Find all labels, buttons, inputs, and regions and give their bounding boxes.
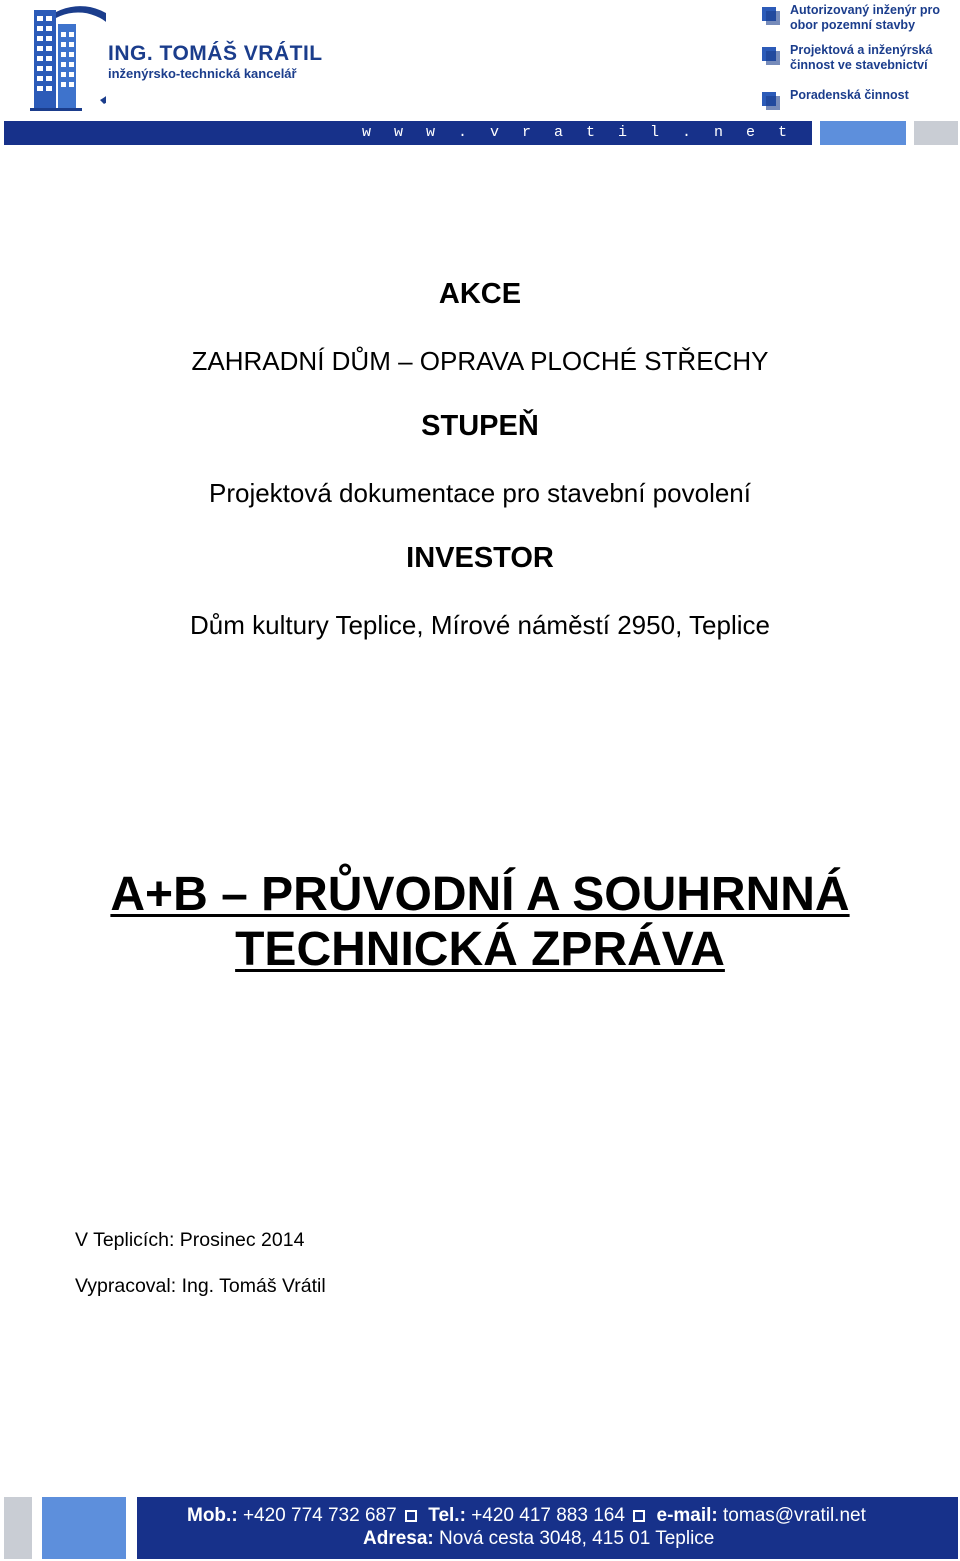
address-row (363, 1528, 714, 1550)
service-item (762, 88, 958, 108)
document-title-line-1: A+B – PRŮVODNÍ A SOUHRNNÁ (110, 868, 850, 921)
company-subtitle: inženýrsko-technická kancelář (108, 66, 297, 81)
services-list (762, 3, 958, 108)
footer-bar-grey (4, 1497, 32, 1559)
akce-label: AKCE (438, 278, 522, 310)
stupen-label: STUPEŇ (421, 410, 539, 442)
address-label: Adresa: (363, 1528, 434, 1549)
investor-value: Dům kultury Teplice, Mírové náměstí 2950, Teplice (190, 610, 770, 640)
contact-row (187, 1505, 866, 1527)
footer-contact-bar (137, 1497, 958, 1559)
website-text: w w w . v r a t i l . n e t (361, 124, 794, 141)
service-text: Autorizovaný inženýr pro obor pozemní stavby (790, 3, 941, 32)
address-value: Nová cesta 3048, 415 01 Teplice (439, 1528, 715, 1549)
square-bullet-icon (762, 92, 780, 110)
investor-label: INVESTOR (406, 542, 554, 574)
tel-value: +420 417 883 164 (471, 1505, 625, 1526)
screen-icon (405, 1510, 417, 1522)
header-bar (4, 121, 812, 145)
email-value[interactable]: tomas@vratil.net (723, 1505, 866, 1526)
stupen-value: Projektová dokumentace pro stavební povolení (208, 478, 751, 508)
email-label: e-mail: (656, 1505, 718, 1526)
service-item (762, 3, 958, 43)
company-name: ING. TOMÁŠ VRÁTIL (108, 42, 323, 65)
service-text: Projektová a inženýrská činnost ve stavebnictví (790, 43, 933, 72)
akce-value: ZAHRADNÍ DŮM – OPRAVA PLOCHÉ STŘECHY (191, 346, 769, 376)
author-line: Vypracoval: Ing. Tomáš Vrátil (75, 1275, 326, 1297)
header-bar-grey (914, 121, 958, 145)
document-title-line-2: TECHNICKÁ ZPRÁVA (235, 923, 725, 976)
square-bullet-icon (762, 47, 780, 65)
footer-bar-accent (42, 1497, 126, 1559)
mob-label: Mob.: (187, 1505, 238, 1526)
letterhead (0, 0, 960, 150)
service-text: Poradenská činnost (790, 88, 909, 102)
date-line: V Teplicích: Prosinec 2014 (75, 1229, 305, 1251)
tel-label: Tel.: (428, 1505, 466, 1526)
screen-icon (633, 1510, 645, 1522)
mob-value: +420 774 732 687 (242, 1505, 397, 1526)
header-bar-accent (820, 121, 906, 145)
company-logo-icon (26, 4, 106, 114)
square-bullet-icon (762, 7, 780, 25)
service-item (762, 43, 958, 88)
